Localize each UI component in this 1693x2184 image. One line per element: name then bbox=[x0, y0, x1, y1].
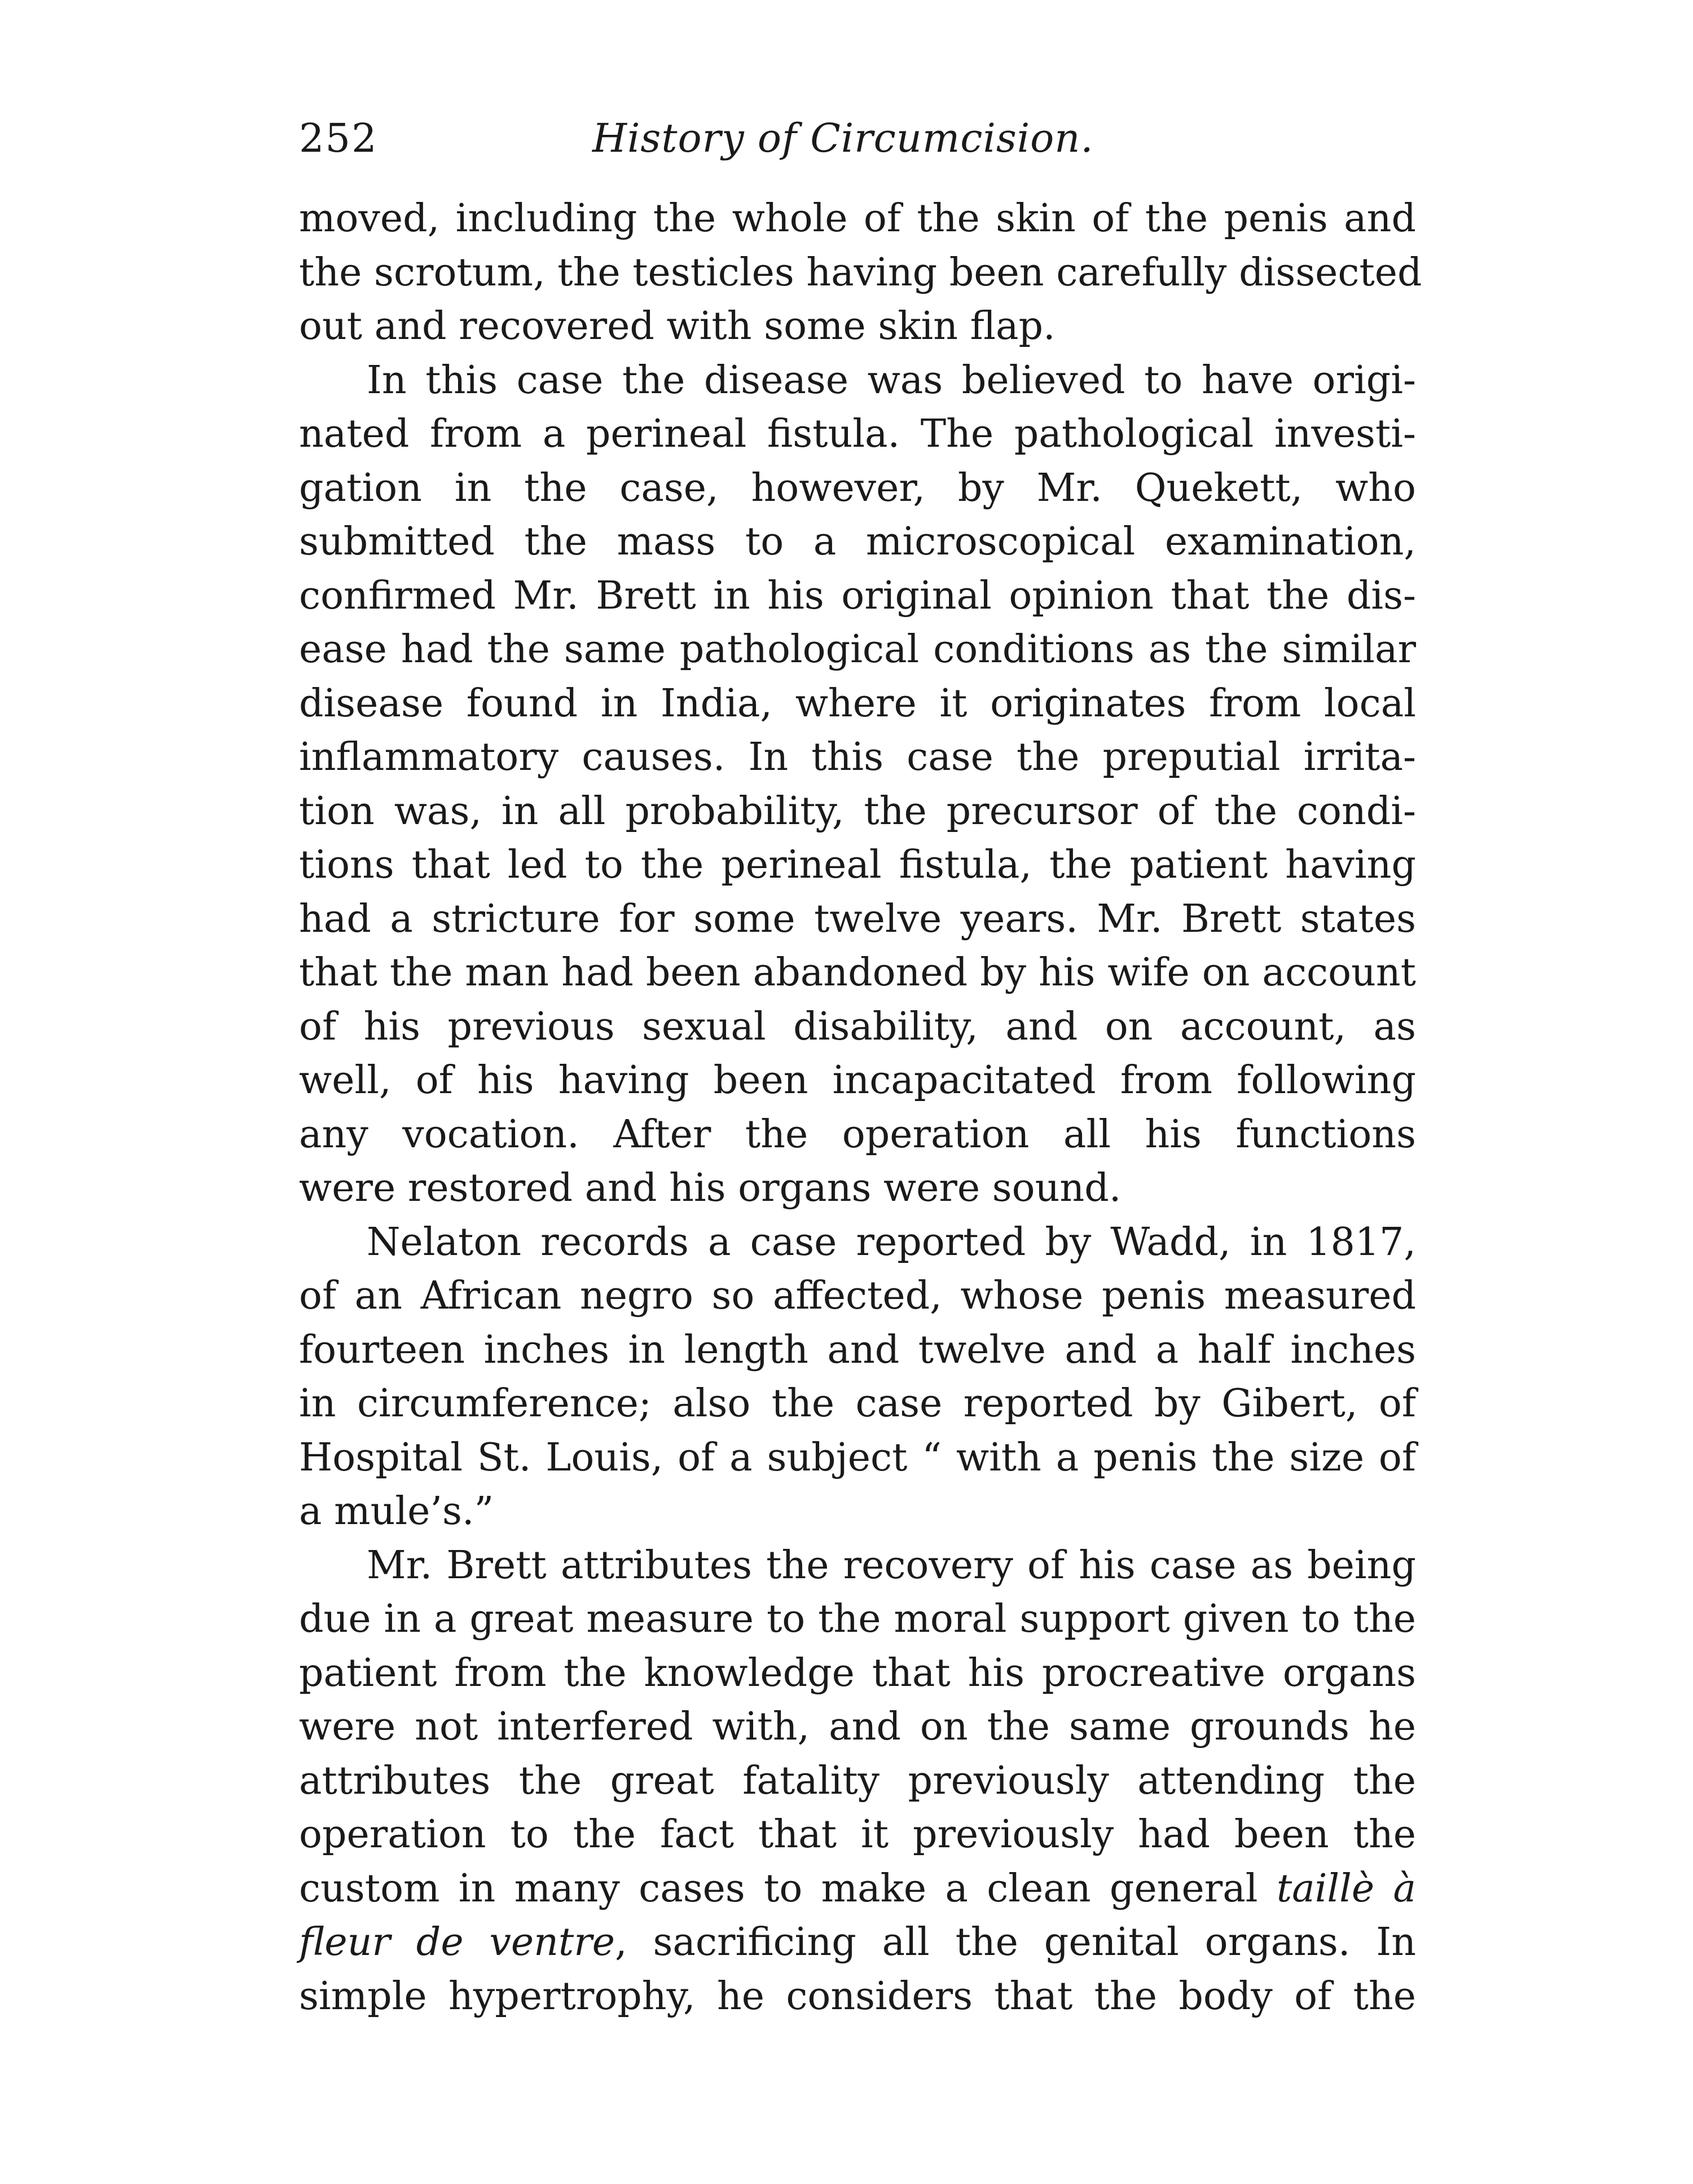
paragraph-start-line: Nelaton records a case reported by Wadd, in 1817, bbox=[367, 1219, 1416, 1265]
text-line: were not interfered with, and on the same grounds he bbox=[299, 1705, 1416, 1749]
text-line: nated from a perineal fistula. The pathological investi- bbox=[299, 412, 1416, 456]
text-line: operation to the fact that it previously had been the bbox=[299, 1812, 1416, 1857]
text-line: disease found in India, where it originates from local bbox=[299, 681, 1416, 726]
running-title: History of Circumcision. bbox=[592, 115, 1094, 161]
text-line: custom in many cases to make a clean general taillè à bbox=[299, 1866, 1416, 1911]
text-line: submitted the mass to a microscopical examination, bbox=[299, 519, 1416, 564]
paragraph-start-line: Mr. Brett attributes the recovery of his case as being bbox=[367, 1543, 1416, 1588]
text-line: simple hypertrophy, he considers that the body of the bbox=[299, 1974, 1416, 2019]
text-line: were restored and his organs were sound. bbox=[299, 1166, 1122, 1210]
text-line: confirmed Mr. Brett in his original opinion that the dis- bbox=[299, 573, 1416, 618]
text-line: the scrotum, the testicles having been carefully dissected bbox=[299, 250, 1422, 295]
text-line: fourteen inches in length and twelve and a half inches bbox=[299, 1327, 1416, 1372]
page-number: 252 bbox=[299, 115, 378, 161]
text-line: in circumference; also the case reported by Gibert, of bbox=[299, 1381, 1416, 1426]
text-line: had a stricture for some twelve years. Mr. Brett states bbox=[299, 896, 1416, 941]
text-line: out and recovered with some skin flap. bbox=[299, 304, 1056, 349]
text-line: moved, including the whole of the skin of the penis and bbox=[299, 196, 1416, 241]
text-line: ease had the same pathological conditions as the similar bbox=[299, 627, 1416, 672]
text-line: of an African negro so affected, whose penis measured bbox=[299, 1274, 1416, 1318]
text-line: due in a great measure to the moral support given to the bbox=[299, 1597, 1416, 1641]
paragraph-start-line: In this case the disease was believed to have origi- bbox=[367, 358, 1416, 403]
text-line: attributes the great fatality previously attending the bbox=[299, 1758, 1416, 1803]
text-line: gation in the case, however, by Mr. Quekett, who bbox=[299, 465, 1416, 510]
italic-phrase: taillè à bbox=[1276, 1866, 1416, 1911]
text-line: any vocation. After the operation all his functions bbox=[299, 1112, 1416, 1157]
text-line: Hospital St. Louis, of a subject “ with a penis the size of bbox=[299, 1435, 1416, 1480]
text-line: inflammatory causes. In this case the preputial irrita- bbox=[299, 735, 1416, 780]
text-line: well, of his having been incapacitated from following bbox=[299, 1058, 1416, 1103]
text-line: that the man had been abandoned by his wife on account bbox=[299, 950, 1416, 995]
text-line: fleur de ventre, sacrificing all the genital organs. In bbox=[299, 1920, 1416, 1965]
text-line: tion was, in all probability, the precursor of the condi- bbox=[299, 789, 1416, 834]
text-line: a mule’s.” bbox=[299, 1489, 494, 1534]
text-line: of his previous sexual disability, and on account, as bbox=[299, 1004, 1416, 1049]
page-header bbox=[299, 104, 1416, 172]
body-text bbox=[299, 192, 1422, 2023]
text-line: tions that led to the perineal fistula, the patient having bbox=[299, 843, 1416, 887]
text-line: patient from the knowledge that his procreative organs bbox=[299, 1650, 1416, 1696]
italic-phrase: fleur de ventre bbox=[299, 1920, 615, 1965]
